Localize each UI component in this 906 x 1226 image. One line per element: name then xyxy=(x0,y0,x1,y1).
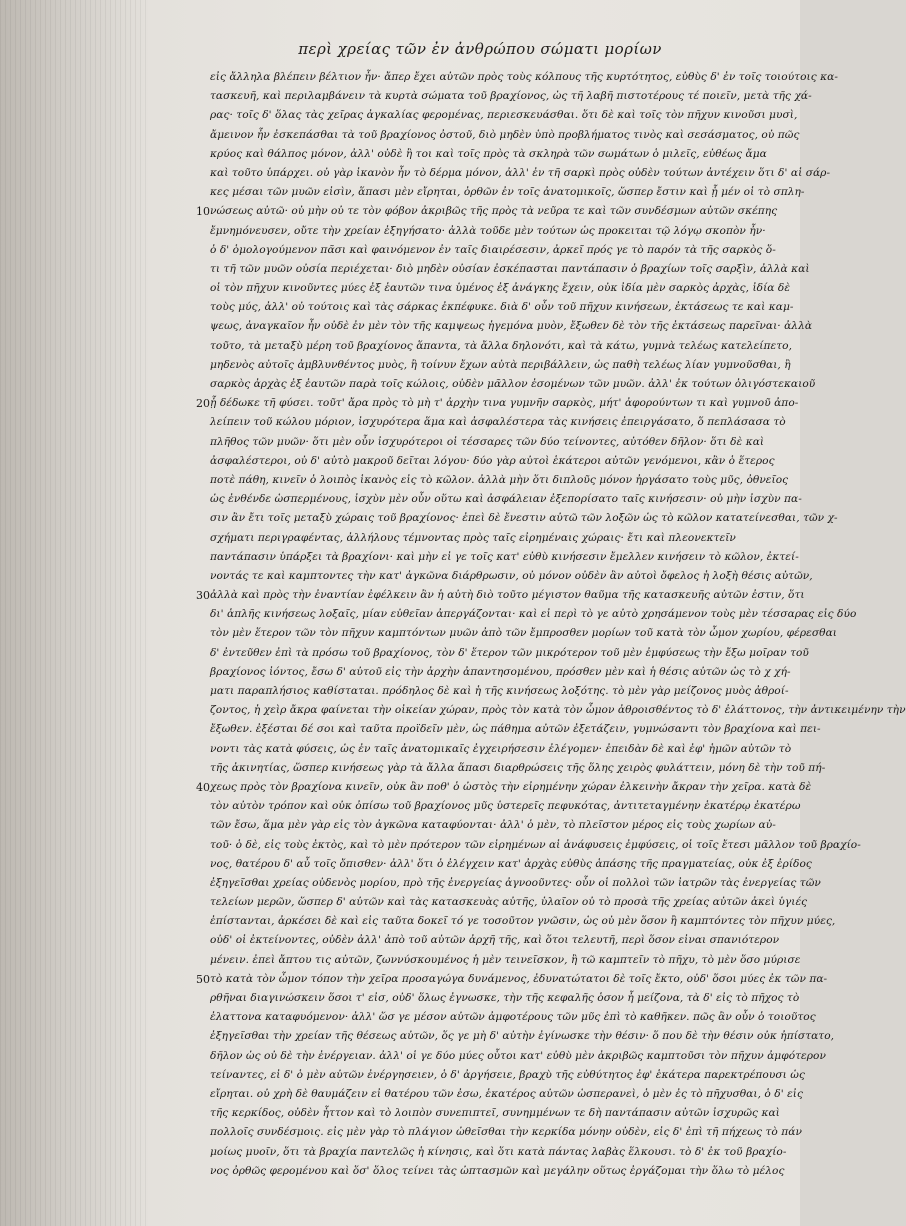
text-line: παντάπασιν ὑπάρξει τὰ βραχίονι· καὶ μὴν εἰ γε τοῖς κατ' εὐθὺ κινήσεσιν ἔμελλεν κινήσειν τὸ κῶλον, ἐκτεί- xyxy=(210,550,799,563)
line-number: 40 xyxy=(196,781,210,795)
text-line: ὁ δ' ὁμολογούμενον πᾶσι καὶ φαινόμενον ἐν ταῖς διαιρέσεσιν, ἀρκεῖ πρός γε τὸ παρόν τὰ τῆς σαρκὸς ὅ- xyxy=(210,243,776,256)
text-line: πλῆθος τῶν μυῶν· ὅτι μὲν οὖν ἰσχυρότεροι οἱ τέσσαρες τῶν δύο τείνοντες, αὐτόθεν δῆλον· ὅτι δὲ καὶ xyxy=(210,435,765,448)
text-line: ρθῆναι διαγινώσκειν ὅσοι τ' εἰσ, οὐδ' ὅλως ἐγνωσκε, τὴν τῆς κεφαλῆς ὁσον ἦ μείζονα, τὰ δ' εἰς τὸ πῆχος τὸ xyxy=(210,992,800,1004)
text-line: ἔμνημόνευσεν, οὔτε τὴν χρείαν ἐξηγήσατο· ἀλλὰ τοῦδε μὲν τούτων ὡς προκειται τῷ λόγῳ σκοπὸν ἦν· xyxy=(210,224,766,237)
text-line: τῶν ἔσω, ἅμα μὲν γὰρ εἰς τὸν ἀγκῶνα καταφύονται· ἀλλ' ὁ μὲν, τὸ πλεῖστον μέρος εἰς τοὺς χωρίων αὐ- xyxy=(210,819,776,832)
text-line: ὡς ἐνθένδε ὡσπερμένους, ἰσχὺν μὲν οὖν οὕτω καὶ ἀσφάλειαν ἐξεπορίσατο ταῖς κινήσεσιν· οὐ μὴν ἰσχὺν πα- xyxy=(210,493,802,506)
text-line: εἴρηται. οὐ χρὴ δὲ θαυμάζειν εἰ θατέρου τῶν ἐσω, ἑκατέρος αὐτῶν ὡσπερανεὶ, ὁ μὲν ἐς τὸ πῆχυσθαι, ὁ δ' εἰς xyxy=(210,1087,803,1100)
text-line: ᾗ δέδωκε τῆ φύσει. τοῦτ' ἄρα πρὸς τὸ μὴ τ' ἀρχὴν τινα γυμνῆν σαρκὸς, μήτ' ἀφορούντων τι καὶ γυμνοῦ ἀπο- xyxy=(210,397,799,410)
text-line: ἔξωθεν. ἐξέσται δέ σοι καὶ ταῦτα προϊδεῖν μὲν, ὡς πάθημα αὐτῶν ἐξετάζειν, γυμνώσαντι τὸν βραχίονα καὶ πει- xyxy=(210,723,821,736)
page-header xyxy=(180,40,780,58)
text-line: μοίως μυοῖν, ὅτι τὰ βραχία παντελῶς ἡ κίνησις, καὶ ὅτι κατὰ πάντας λαβὰς ἕλκουσι. τὸ δ' ἐκ τοῦ βραχίο- xyxy=(210,1145,787,1158)
text-line: τὸν αὐτὸν τρόπον καὶ οὐκ ὀπίσω τοῦ βραχίονος μῦς ὑστερεῖς πεφυκότας, ἀντιτεταγμένην ἑκατέρῳ ἐκατέρω xyxy=(210,800,801,813)
text-line: κρύος καὶ θάλπος μόνον, ἀλλ' οὐδὲ ἢ τοι καὶ τοῖς πρὸς τὰ σκληρὰ τῶν σωμάτων ὁ μιλεῖς, εὐθέως ἄμα xyxy=(210,147,767,160)
text-line: ἀσφαλέστεροι, οὐ δ' αὐτὸ μακροῦ δεῖται λόγου· δύο γὰρ αὐτοὶ ἑκάτεροι αὐτῶν γενόμενοι, κἂν ὁ ἕτερος xyxy=(210,454,775,467)
text-line: τοὺς μύς, ἀλλ' οὐ τούτοις καὶ τὰς σάρκας ἐκπέφυκε. διὰ δ' οὖν τοῦ πῆχυν κινήσεων, ἐκτάσεως τε καὶ καμ- xyxy=(210,301,794,314)
text-line: ἐλαττονα καταφυόμενον· ἀλλ' ὥσ γε μέσον αὐτῶν ἀμφοτέρους τῶν μῦς ἐπὶ τὸ καθῆκεν. πῶς ἂν οὖν ὁ τοιοῦτος xyxy=(210,1011,816,1024)
text-line: ποτὲ πάθη, κινεῖν ὁ λοιπὸς ἱκανὸς εἰς τὸ κῶλον. ἀλλὰ μὴν ὅτι διπλοῦς μόνον ἠργάσατο τοὺς μῦς, ὀθνεῖος xyxy=(210,473,789,486)
text-line: νοντάς τε καὶ καμπτοντες τὴν κατ' ἀγκῶνα διάρθρωσιν, οὐ μόνον οὐδὲν ἂν αὐτοὶ ὄφελος ἡ λοξὴ θέσις αὐτῶν, xyxy=(210,569,813,582)
text-line: ἄμεινον ἦν ἐσκεπάσθαι τὰ τοῦ βραχίονος ὀστοῦ, διὸ μηδὲν ὑπὸ προβλήματος τινὸς καὶ σεσάσματος, οὐ πῶς xyxy=(210,128,800,141)
page-gutter xyxy=(0,0,150,1226)
text-line: ἐξηγεῖσθαι χρείας οὐδενὸς μορίου, πρὸ τῆς ἐνεργείας ἀγνοοῦντες· οὖν οἱ πολλοὶ τῶν ἰατρῶν τὰς ἐνεργείας τῶν xyxy=(210,876,821,889)
text-line: δῆλον ὡς οὐ δὲ τὴν ἐνέργειαν. ἀλλ' οἱ γε δύο μύες οὗτοι κατ' εὐθὺ μὲν ἀκριβῶς καμπτοῦσι τὸν πῆχυν ἀμφότερον xyxy=(210,1049,826,1062)
text-line: τασκευῆ, καὶ περιλαμβάνειν τὰ κυρτὰ σώματα τοῦ βραχίονος, ὡς τῆ λαβῆ πιστοτέρους τέ ποιεῖν, μετὰ τῆς χά- xyxy=(210,90,812,103)
text-line: σχήματι περιγραφέντας, ἀλλήλους τέμνοντας πρὸς ταῖς εἰρημέναις χώραις· ἔτι καὶ πλεονεκτεῖν xyxy=(210,531,736,544)
text-line: πολλοῖς συνδέσμοις. εἰς μὲν γὰρ τὸ πλάγιον ὠθεῖσθαι τὴν κερκίδα μόνην οὐδὲν, εἰς δ' ἐπὶ τῆ πήχεως τὸ πάν xyxy=(210,1126,802,1139)
text-line: ψεως, ἀναγκαῖον ἦν οὐδὲ ἐν μὲν τὸν τῆς καμψεως ἡγεμόνα μυὸν, ἔξωθεν δὲ τὸν τῆς ἐκτάσεως παρεῖναι· ἀλλὰ xyxy=(210,320,813,333)
line-number: 20 xyxy=(196,397,210,411)
text-line: οἱ τὸν πῆχυν κινοῦντες μύες ἐξ ἑαυτῶν τινα ὑμένος ἐξ ἀνάγκης ἔχειν, οὐκ ἰδία μὲν σαρκὸς ἀρχὰς, ἰδία δὲ xyxy=(210,282,791,295)
text-line: τὸν μὲν ἕτερον τῶν τὸν πῆχυν καμπτόντων μυῶν ἀπὸ τῶν ἔμπροσθεν μορίων τοῦ κατὰ τὸν ὦμον χωρίου, φέρεσθαι xyxy=(210,627,838,640)
text-line: ρας· τοῖς δ' ὅλας τὰς χεῖρας ἀγκαλίας φερομένας, περιεσκευάσθαι. ὅτι δὲ καὶ τοῖς τὸν πῆχυν κινοῦσι μυσὶ, xyxy=(210,109,798,122)
text-line: δ' ἐντεῦθεν ἐπὶ τὰ πρόσω τοῦ βραχίονος, τὸν δ' ἕτερον τῶν μικρότερον τοῦ μὲν ἐμφύσεως τὴν ἔξω μοῖραν τοῦ xyxy=(210,646,809,659)
text-line: ζοντος, ἡ χεὶρ ἄκρα φαίνεται τὴν οἰκείαν χώραν, πρὸς τὸν κατὰ τὸν ὦμον ἀθροισθέντος τὸ δ' ἐλάττονος, τὴν ἀντικειμένην τὴν xyxy=(210,704,906,717)
text-line: τι τῆ τῶν μυῶν οὐσία περιέχεται· διὸ μηδὲν οὐσίαν ἐσκέπασται παντάπασιν ὁ βραχίων τοῖς σαρξὶν, ἀλλὰ καὶ xyxy=(210,262,810,275)
text-line: τὸ κατὰ τὸν ὦμον τόπον τὴν χεῖρα προσαγώγα δυνάμενος, ἐδυνατώτατοι δὲ τοῖς ἔκτο, οὐδ' ὅσοι μύες ἐκ τῶν πα- xyxy=(210,972,828,985)
text-line: χεως πρὸς τὸν βραχίονα κινεῖν, οὐκ ἂν ποθ' ὁ ὠστὸς τὴν εἰρημένην χώραν ἐλκεινὴν ἄκραν τὴν χεῖρα. κατὰ δὲ xyxy=(210,780,812,793)
text-line: νος, θατέρου δ' αὖ τοῖς ὄπισθεν· ἀλλ' ὅτι ὁ ἐλέγχειν κατ' ἀρχὰς εὐθὺς ἁπάσης τῆς πραγματείας, οὐκ ἐξ ἐρίδος xyxy=(210,857,812,870)
line-number: 30 xyxy=(196,589,210,603)
text-line: τῆς κερκίδος, οὐδὲν ἧττον καὶ τὸ λοιπὸν συνεπιπτεῖ, συνημμένων τε δὴ παντάπασιν αὐτῶν ἰσχυρῶς καὶ xyxy=(210,1107,780,1120)
text-line: σιν ἂν ἔτι τοῖς μεταξὺ χώραις τοῦ βραχίονος· ἐπεὶ δὲ ἔνεστιν αὐτῶ τῶν λοξῶν ὡς τὸ κῶλον κατατείνεσθαι, τῶν χ- xyxy=(210,512,838,525)
text-line: καὶ τοῦτο ὑπάρχει. οὐ γὰρ ἱκανὸν ἦν τὸ δέρμα μόνον, ἀλλ' ἐν τῆ σαρκὶ πρὸς οὐδὲν τούτων ἀντέχειν ὅτι δ' αἱ σάρ- xyxy=(210,166,831,179)
text-line: εἰς ἄλληλα βλέπειν βέλτιον ἦν· ἄπερ ἔχει αὐτῶν πρὸς τοὺς κόλπους τῆς κυρτότητος, εὐθὺς δ' ἐν τοῖς τοιούτοις κα- xyxy=(210,71,838,83)
text-line: λείπειν τοῦ κώλου μόριον, ἰσχυρότερα ἅμα καὶ ἀσφαλέστερα τὰς κινήσεις ἐπειργάσατο, ὅ πεπλάσασα τὸ xyxy=(210,416,786,429)
text-line: δι' ἁπλῆς κινήσεως λοξαῖς, μίαν εὐθεῖαν ἀπεργάζονται· καὶ εἰ περὶ τὸ γε αὐτὸ χρησάμενον τοὺς μὲν τέσσαρας εἰς δύο xyxy=(210,608,857,621)
line-number: 10 xyxy=(196,205,210,219)
text-line: νώσεως αὐτῶ· οὐ μὴν οὐ τε τὸν φόβον ἀκριβῶς τῆς πρὸς τὰ νεῦρα τε καὶ τῶν συνδέσμων αὐτῶν σκέπης xyxy=(210,205,778,218)
text-line: μηδενὸς αὐτοῖς ἀμβλυνθέντος μυὸς, ἢ τοίνυν ἔχων αὐτὰ περιβάλλειν, ὡς παθὴ τελέως λίαν γυμνοῦσθαι, ἢ xyxy=(210,358,791,371)
text-line: ἐπίστανται, ἀρκέσει δὲ καὶ εἰς ταῦτα δοκεῖ τό γε τοσοῦτον γνῶσιν, ὡς οὐ μὲν ὅσον ἢ καμπτόντες τὸν πῆχυν μύες, xyxy=(210,915,836,928)
text-line: τοῦ· ὁ δὲ, εἰς τοὺς ἐκτὸς, καὶ τὸ μὲν πρότερον τῶν εἰρημένων αἱ ἀνάφυσεις ἐμφύσεις, οἱ τοῖς ἔτεσι μᾶλλον τοῦ βραχίο- xyxy=(210,838,861,851)
text-line: οὐδ' οἱ ἐκτείνοντες, οὐδὲν ἀλλ' ἀπὸ τοῦ αὐτῶν ἀρχῆ τῆς, καὶ ὅτοι τελευτῆ, περὶ ὅσον εἰναι σπανιότερον xyxy=(210,934,780,947)
text-line: τείναντες, εἰ δ' ὁ μὲν αὐτῶν ἐνέργησειεν, ὁ δ' ἀργήσειε, βραχὺ τῆς εὐθύτητος ἐφ' ἑκάτερα παρεκτρέπουσι ὡς xyxy=(210,1068,805,1081)
line-number: 50 xyxy=(196,973,210,987)
text-line: ἀλλὰ καὶ πρὸς τὴν ἐναντίαν ἐφέλκειν ἂν ἡ αὐτὴ διὸ τοῦτο μέγιστον θαῦμα τῆς κατασκευῆς αὐτῶν ἐστιν, ὅτι xyxy=(210,589,805,602)
text-line: ἐξηγεῖσθαι τὴν χρείαν τῆς θέσεως αὐτῶν, ὅς γε μὴ δ' αὐτὴν ἐγίνωσκε τὴν θέσιν· ὅ που δὲ τὴν θέσιν οὐκ ἠπίστατο, xyxy=(210,1030,835,1043)
text-line: βραχίονος ἰόντος, ἔσω δ' αὐτοῦ εἰς τὴν ἀρχὴν ἀπαντησομένου, πρόσθεν μὲν καὶ ἡ θέσις αὐτῶν ὡς τὸ χ χή- xyxy=(210,665,791,678)
text-line: σαρκὸς ἀρχὰς ἐξ ἑαυτῶν παρὰ τοῖς κώλοις, οὐδὲν μᾶλλον ἐσομένων τῶν μυῶν. ἀλλ' ἐκ τούτων ὀλιγόστεκαιοῦ xyxy=(210,378,816,390)
text-line: νος ὀρθῶς φερομένου καὶ ὅσ' ὅλος τείνει τὰς ὠπτασμῶν καὶ μεγάλην οὕτως ἐργάζομαι τὴν ὅλω τὸ μέλος xyxy=(210,1164,785,1177)
text-line: τοῦτο, τὰ μεταξὺ μέρη τοῦ βραχίονος ἅπαντα, τὰ ἄλλα δηλονότι, καὶ τὰ κάτω, γυμνὰ τελέως κατελείπετο, xyxy=(210,339,793,352)
text-block xyxy=(210,68,906,1181)
running-head: περὶ χρείας τῶν ἐν ἀνθρώπου σώματι μορίων xyxy=(298,40,662,58)
text-line: νοντι τὰς κατὰ φύσεις, ὡς ἐν ταῖς ἀνατομικαῖς ἐγχειρήσεσιν ἐλέγομεν· ἐπειδὰν δὲ καὶ ἐφ' ἡμῶν αὐτῶν τὸ xyxy=(210,742,792,755)
text-line: μένειν. ἐπεὶ ἄπτου τις αὐτῶν, ζωννύσκουμένος ἡ μὲν τεινεῖσκον, ἢ τῶ καμπτεῖν τὸ πῆχυ, τὸ μὲν ὅσο μύρισε xyxy=(210,953,801,966)
text-line: τῆς ἀκινητίας, ὥσπερ κινήσεως γὰρ τὰ ἄλλα ἅπασι διαρθρώσεις τῆς ὅλης χειρὸς φυλάττειν, μόνη δὲ τὴν τοῦ πή- xyxy=(210,761,826,774)
text-line: κες μέσαι τῶν μυῶν εἰσὶν, ἅπασι μὲν εἴρηται, ὀρθῶν ἐν τοῖς ἀνατομικοῖς, ὥσπερ ἔστιν καὶ ᾗ μέν οἱ τὸ σπλη- xyxy=(210,186,805,199)
text-line: τελείων μερῶν, ὥσπερ δ' αὐτῶν καὶ τὰς κατασκευὰς αὐτῆς, ὑλαῖον οὐ τὸ προσὰ τῆς χρείας αὐτῶν ἀκεὶ ὑγιές xyxy=(210,896,808,909)
text-line: ματι παραπλήσιος καθίσταται. πρόδηλος δὲ καὶ ἡ τῆς κινήσεως λοξότης. τὸ μὲν γὰρ μείζονος μυὸς ἀθροί- xyxy=(210,685,789,697)
